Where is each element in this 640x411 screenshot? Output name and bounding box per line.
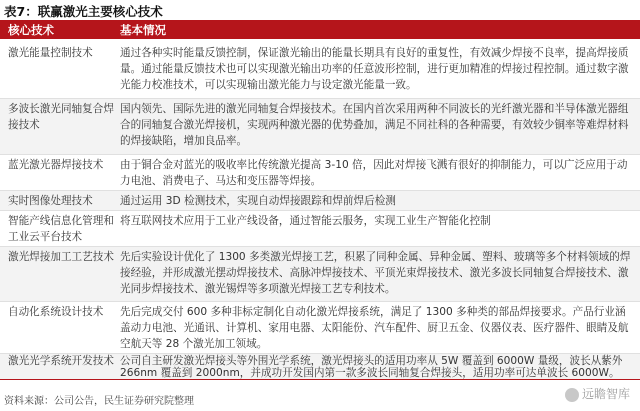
table-row xyxy=(0,40,640,98)
row-desc: 由于铜合金对蓝光的吸收率比传统激光提高 3-10 倍，因此对焊接飞溅有很好的抑制能力，可以广泛应用于动力电池、消费电子、马达和变压器等焊接。 xyxy=(120,159,628,187)
row-desc: 通过各种实时能量反馈控制，保证激光输出的能量长期具有良好的重复性，有效减少焊接不良率，提高焊接质量。通过能量反馈技术也可以实现激光输出功率的任意波形控制，进行更加精准的焊接过程控制。通过数字激光能力校准技术，可以实现输出激光能力与设定激光能量一致。 xyxy=(120,47,629,91)
row-name: 激光光学系统开发技术 xyxy=(8,355,114,367)
table-bottom-rule xyxy=(0,379,640,380)
row-desc: 公司自主研发激光焊接头等外围光学系统，激光焊接头的适用功率从 5W 覆盖到 6000W 量级，波长从紫外 266nm 覆盖到 2000nm，并成功开发国内第一款多波长同轴复合焊接头，适用功率可达单波长 6000W。 xyxy=(120,355,623,379)
table-caption: 表7：联赢激光主要核心技术 xyxy=(4,4,163,19)
row-name: 蓝光激光器焊接技术 xyxy=(8,159,104,171)
source-note: 资料来源：公司公告，民生证券研究院整理 xyxy=(4,396,194,407)
table-row xyxy=(0,154,640,190)
watermark-logo-icon xyxy=(565,388,579,402)
row-desc: 先后完成交付 600 多种非标定制化自动化激光焊接系统，满足了 1300 多种类的部品焊接要求。产品行业涵盖动力电池、光通讯、计算机、家用电器、太阳能份、汽车配件、厨卫五金、仪器仪表、医疗器件、眼睛及航空航天等 28 个激光加工领域。 xyxy=(120,306,629,350)
row-name: 自动化系统设计技术 xyxy=(8,306,104,318)
row-desc: 先后实验设计优化了 1300 多类激光焊接工艺，积累了同种金属、异种金属、塑料、玻璃等多个材料领域的焊接经验，并形成激光摆动焊接技术、高脉冲焊接技术、平顶光束焊接技术、激光多波长同轴复合焊接技术、激光同步焊接技术、激光锡焊等多项激光焊接工艺专利技术。 xyxy=(120,251,631,295)
row-name: 多波长激光同轴复合焊接技术 xyxy=(8,103,114,131)
row-name: 智能产线信息化管理和工业云平台技术 xyxy=(8,215,114,243)
table-header xyxy=(0,20,640,39)
row-desc: 通过运用 3D 检测技术，实现自动焊接跟踪和焊前焊后检测 xyxy=(120,195,396,207)
header-basic-info: 基本情况 xyxy=(120,23,166,37)
table-row xyxy=(0,246,640,301)
row-desc: 将互联网技术应用于工业产线设备，通过智能云服务，实现工业生产智能化控制 xyxy=(120,215,491,227)
table-row xyxy=(0,190,640,210)
table-row xyxy=(0,210,640,246)
header-core-tech: 核心技术 xyxy=(8,23,54,37)
table-row xyxy=(0,98,640,154)
table-row xyxy=(0,301,640,353)
watermark-text: 远瞻智库 xyxy=(581,387,630,401)
watermark xyxy=(565,385,630,402)
row-name: 实时图像处理技术 xyxy=(8,195,93,207)
table-row xyxy=(0,353,640,379)
row-name: 激光能量控制技术 xyxy=(8,47,93,59)
row-desc: 国内领先、国际先进的激光同轴复合焊接技术。在国内首次采用两种不同波长的光纤激光器和半导体激光器组合的同轴复合激光焊接机，实现两种激光器的优势叠加，满足不同社科的各种需要，有效较少铜率等难焊材料的焊接缺陷，增加良品率。 xyxy=(120,103,629,147)
row-name: 激光焊接加工工艺技术 xyxy=(8,251,114,263)
